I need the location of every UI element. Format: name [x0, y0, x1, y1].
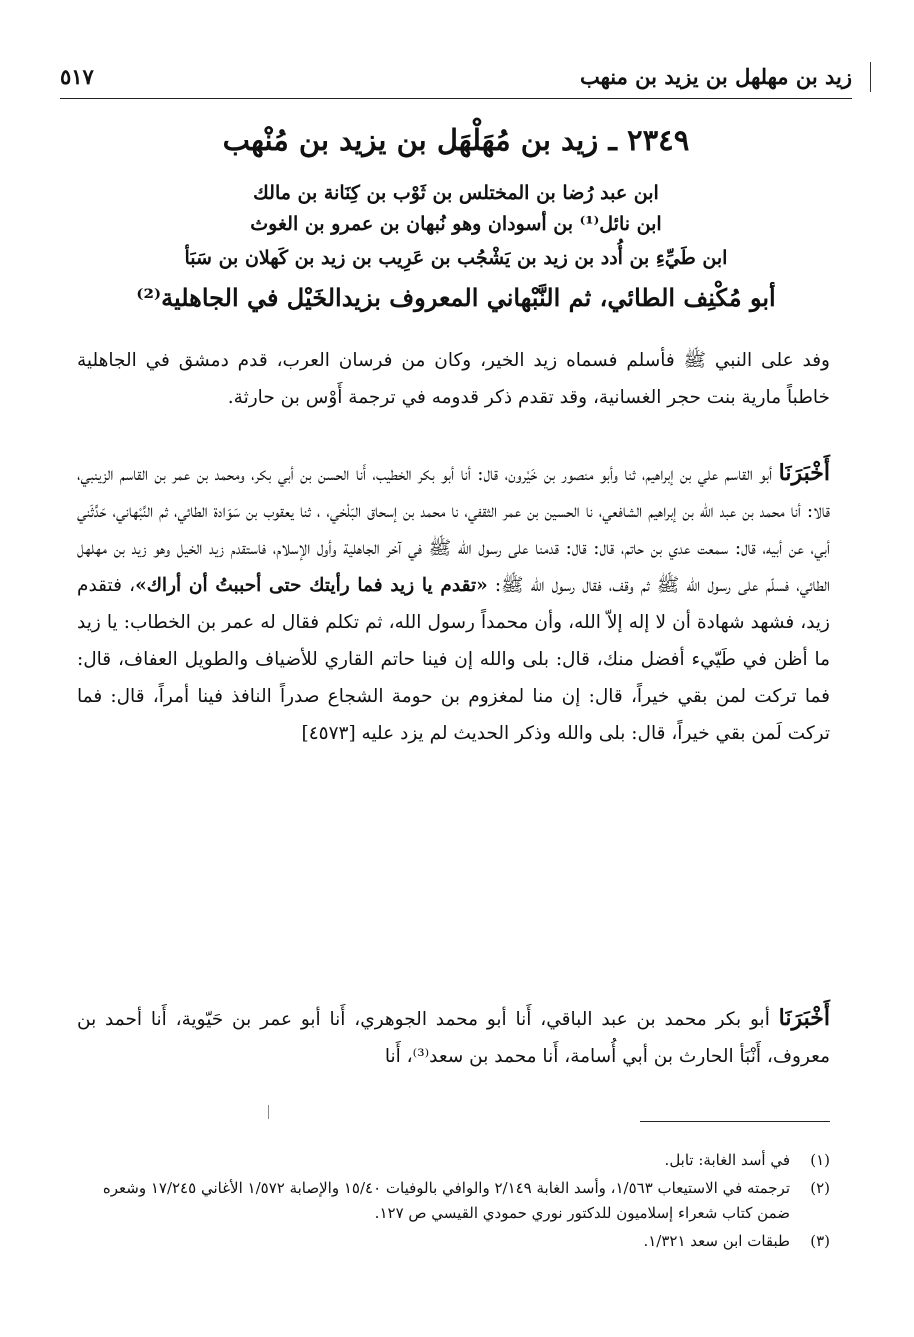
hadith-quote: «تقدم يا زيد فما رأيتك حتى أحببتُ أن أراك»	[135, 575, 488, 596]
akhbarana-lead-2: أَخْبَرَنَا	[778, 1005, 830, 1031]
running-header	[60, 62, 852, 96]
paragraph-isnad-2	[77, 1000, 830, 1075]
footnote-rule	[640, 1121, 830, 1122]
page-number: ٥١٧	[60, 64, 94, 89]
paragraph-intro: وفد على النبي ﷺ فأسلم فسماه زيد الخير، وكان من فرسان العرب، قدم دمشق في الجاهلية خاطباً مارية بنت حجر الغسانية، وقد تقدم ذكر قدومه في ترجمة أَوْس بن حارثة.	[77, 350, 830, 408]
footnote-number: (١)	[810, 1151, 830, 1169]
running-title: زيد بن مهلهل بن يزيد بن منهب	[579, 64, 852, 89]
header-tick	[870, 62, 871, 92]
footnote-text: طبقات ابن سعد ١/٣٢١.	[643, 1232, 790, 1250]
isnad-text-c: أبو بكر محمد بن عبد الباقي، أَنا أبو محمد الجوهري، أَنا أبو عمر بن حَيّوية، أَنا أحمد بن معروف، أَنْبَأ الحارث بن أبي أُسامة، أَنا محمد بن سعد⁽³⁾، أَنا	[77, 1009, 830, 1067]
akhbarana-lead: أَخْبَرَنَا	[778, 460, 830, 486]
footnote-text: ترجمته في الاستيعاب ١/٥٦٣، وأسد الغابة ٢/١٤٩ والوافي بالوفيات ١٥/٤٠ والإصابة ١/٥٧٢ الأغاني ١٧/٢٤٥ وشعره ضمن كتاب شعراء إسلاميون للدكتور نوري حمودي القيسي ص ١٢٧.	[102, 1179, 790, 1222]
lineage-line-3: ابن طَيِّءِ بن أُدد بن زيد بن يَشْجُب بن عَرِيب بن زيد بن كَهلان بن سَبَأ	[184, 247, 728, 269]
footnote-text: في أسد الغابة: تابل.	[664, 1151, 790, 1169]
scan-mark	[268, 1105, 269, 1119]
footnotes	[77, 1148, 830, 1257]
footnote-1	[77, 1148, 830, 1173]
isnad-text-b: ، فتقدم زيد، فشهد شهادة أن لا إله إلاّ الله، وأن محمداً رسول الله، ثم تكلم فقال له عمر بن الخطاب: يا زيد ما أظن في طَيّيء أفضل منك، قال: بلى والله إن فينا حاتم القاري للأضياف والطويل العفاف، قال: فما تركت لمن بقي خيراً، قال: إن منا لمغزوم بن حومة الشجاع صدراً النافذ فينا أمراً، قال: فما تركت لَمن بقي خيراً، قال: بلى والله وذكر الحديث لم يزد عليه	[77, 575, 830, 744]
footnote-2	[77, 1176, 830, 1226]
lineage-line-2: ابن نائل⁽¹⁾ بن أسودان وهو نُبهان بن عمرو بن الغوث	[250, 213, 662, 235]
footnote-number: (٣)	[810, 1232, 830, 1250]
entry-title: ٢٣٤٩ ـ زيد بن مُهَلْهَل بن يزيد بن مُنْهب	[222, 123, 690, 157]
reference-number: [٤٥٧٣]	[301, 723, 356, 744]
entry-kunya: أبو مُكْنِف الطائي، ثم النَّبْهاني المعروف بزيدالخَيْل في الجاهلية⁽²⁾	[136, 283, 776, 312]
paragraph-isnad-1	[77, 455, 830, 752]
isnad-text-a: أبو القاسم علي بن إبراهيم، ثنا وأبو منصور بن خَيْرون، قال: أنا أبو بكر الخطيب، أَنا الحسن بن أبي بكر، ومحمد بن عمر بن القاسم الزينبي، قالا: أنا محمد بن عبد الله بن إبراهيم الشافعي، نا الحسين بن عمر الثقفي، نا محمد بن إسحاق البَلْخي، ، ثنا يعقوب بن سَوَادة الطائي، ثم النَّبْهاني، حَدَّثَني أبي، عن أبيه، قال: سمعت عدي بن حاتم، قال: قال: قدمنا على رسول الله ﷺ في آخر الجاهلية وأول الإسلام، فاستقدم زيد الخيل وهو زيد بن مهلهل الطائي، فسلّم على رسول الله ﷺ ثم وقف، فقال رسول الله ﷺ:	[77, 464, 830, 596]
footnote-3	[77, 1229, 830, 1254]
lineage-line-1: ابن عبد رُضا بن المختلس بن ثَوْب بن كِنَانة بن مالك	[253, 182, 659, 204]
footnote-number: (٢)	[810, 1179, 830, 1197]
header-rule	[60, 98, 852, 99]
